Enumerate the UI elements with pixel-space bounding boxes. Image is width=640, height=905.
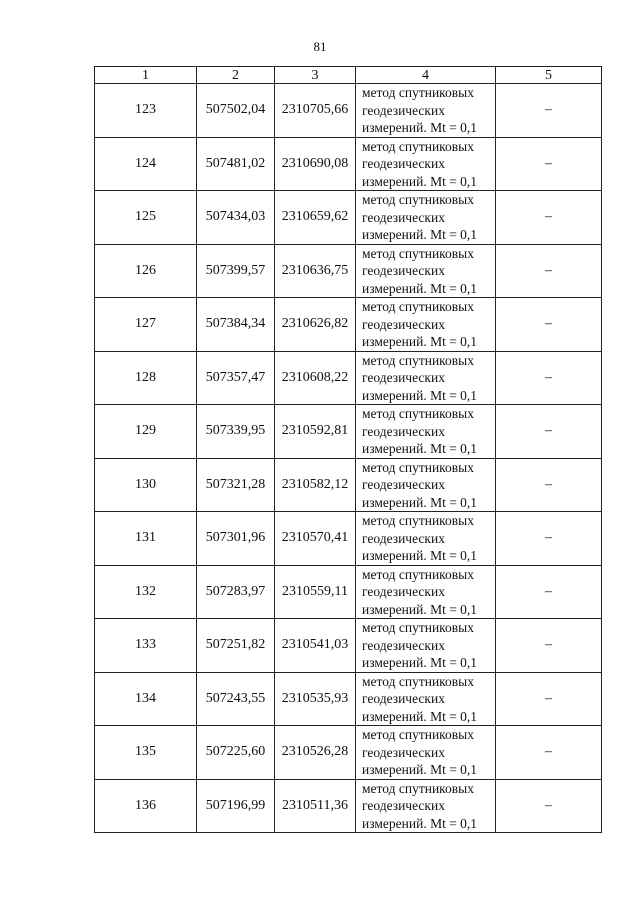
y-coordinate-cell: 2310526,28 [275, 726, 356, 780]
note-cell: – [496, 244, 602, 298]
method-text-line: метод спутниковых [362, 299, 474, 314]
x-coordinate-cell: 507481,02 [197, 137, 275, 191]
method-text-line: геодезических [362, 156, 445, 171]
method-text-line: измерений. Mt = 0,1 [362, 334, 478, 349]
method-cell [356, 137, 496, 191]
point-number-cell: 125 [95, 191, 197, 245]
y-coordinate-cell: 2310659,62 [275, 191, 356, 245]
x-coordinate-cell: 507251,82 [197, 619, 275, 673]
note-cell: – [496, 405, 602, 459]
y-coordinate-cell: 2310690,08 [275, 137, 356, 191]
header-row [95, 67, 602, 84]
table-row [95, 137, 602, 191]
x-coordinate-cell: 507434,03 [197, 191, 275, 245]
method-cell [356, 512, 496, 566]
point-number-cell: 131 [95, 512, 197, 566]
method-text-line: метод спутниковых [362, 620, 474, 635]
method-text-line: измерений. Mt = 0,1 [362, 173, 478, 189]
method-cell [356, 619, 496, 673]
method-text-line: геодезических [362, 637, 445, 653]
table-row [95, 565, 602, 619]
method-text-line: метод спутниковых [362, 138, 474, 154]
method-cell [356, 405, 496, 459]
y-coordinate-cell: 2310570,41 [275, 512, 356, 566]
method-text-line: измерений. Mt = 0,1 [362, 548, 478, 563]
table-row [95, 672, 602, 726]
point-number-cell: 129 [95, 405, 197, 459]
method-text-line: измерений. Mt = 0,1 [362, 762, 478, 777]
method-text-line: измерений. Mt = 0,1 [362, 494, 478, 510]
table-row [95, 726, 602, 780]
note-cell: – [496, 458, 602, 512]
y-coordinate-cell: 2310626,82 [275, 298, 356, 352]
note-cell: – [496, 512, 602, 566]
method-text-line: измерений. Mt = 0,1 [362, 655, 478, 670]
method-text-line: метод спутниковых [362, 85, 474, 100]
x-coordinate-cell: 507283,97 [197, 565, 275, 619]
table-row [95, 405, 602, 459]
table-row [95, 298, 602, 352]
x-coordinate-cell: 507196,99 [197, 779, 275, 833]
method-text-line: геодезических [362, 263, 445, 278]
point-number-cell: 128 [95, 351, 197, 405]
method-text-line: метод спутниковых [362, 673, 474, 689]
x-coordinate-cell: 507502,04 [197, 84, 275, 138]
method-cell [356, 191, 496, 245]
table-header [95, 67, 602, 84]
x-coordinate-cell: 507301,96 [197, 512, 275, 566]
method-cell [356, 779, 496, 833]
method-cell [356, 351, 496, 405]
method-text-line: метод спутниковых [362, 192, 474, 207]
point-number-cell: 134 [95, 672, 197, 726]
method-text-line: измерений. Mt = 0,1 [362, 120, 478, 135]
coordinates-table [94, 66, 602, 833]
method-text-line: геодезических [362, 584, 445, 599]
note-cell: – [496, 619, 602, 673]
point-number-cell: 133 [95, 619, 197, 673]
x-coordinate-cell: 507243,55 [197, 672, 275, 726]
method-text-line: метод спутниковых [362, 459, 474, 475]
table-row [95, 779, 602, 833]
table-row [95, 458, 602, 512]
y-coordinate-cell: 2310511,36 [275, 779, 356, 833]
method-text-line: геодезических [362, 370, 445, 385]
method-text-line: измерений. Mt = 0,1 [362, 601, 478, 617]
page-number: 81 [313, 39, 327, 54]
method-cell [356, 565, 496, 619]
table-row [95, 512, 602, 566]
x-coordinate-cell: 507357,47 [197, 351, 275, 405]
column-header-5: 5 [496, 67, 602, 84]
point-number-cell: 130 [95, 458, 197, 512]
method-text-line: измерений. Mt = 0,1 [362, 280, 478, 296]
note-cell: – [496, 672, 602, 726]
method-text-line: метод спутниковых [362, 513, 474, 528]
x-coordinate-cell: 507321,28 [197, 458, 275, 512]
method-text-line: геодезических [362, 530, 445, 546]
table-row [95, 84, 602, 138]
method-text-line: метод спутниковых [362, 352, 474, 368]
point-number-cell: 126 [95, 244, 197, 298]
method-text-line: геодезических [362, 423, 445, 439]
point-number-cell: 135 [95, 726, 197, 780]
method-text-line: измерений. Mt = 0,1 [362, 441, 478, 456]
x-coordinate-cell: 507225,60 [197, 726, 275, 780]
point-number-cell: 124 [95, 137, 197, 191]
table-row [95, 351, 602, 405]
note-cell: – [496, 351, 602, 405]
table-row [95, 244, 602, 298]
method-text-line: измерений. Mt = 0,1 [362, 227, 478, 242]
method-text-line: геодезических [362, 477, 445, 492]
x-coordinate-cell: 507339,95 [197, 405, 275, 459]
note-cell: – [496, 779, 602, 833]
note-cell: – [496, 137, 602, 191]
y-coordinate-cell: 2310636,75 [275, 244, 356, 298]
y-coordinate-cell: 2310541,03 [275, 619, 356, 673]
table-row [95, 619, 602, 673]
method-text-line: геодезических [362, 798, 445, 813]
x-coordinate-cell: 507399,57 [197, 244, 275, 298]
method-text-line: геодезических [362, 209, 445, 225]
method-text-line: геодезических [362, 691, 445, 706]
method-text-line: геодезических [362, 744, 445, 760]
note-cell: – [496, 298, 602, 352]
y-coordinate-cell: 2310705,66 [275, 84, 356, 138]
note-cell: – [496, 84, 602, 138]
method-cell [356, 726, 496, 780]
note-cell: – [496, 565, 602, 619]
method-text-line: измерений. Mt = 0,1 [362, 815, 478, 831]
method-cell [356, 298, 496, 352]
method-text-line: геодезических [362, 316, 445, 332]
column-header-1: 1 [95, 67, 197, 84]
method-text-line: геодезических [362, 102, 445, 118]
note-cell: – [496, 191, 602, 245]
table-body [95, 84, 602, 833]
method-text-line: метод спутниковых [362, 780, 474, 796]
method-text-line: метод спутниковых [362, 406, 474, 421]
method-cell [356, 458, 496, 512]
point-number-cell: 123 [95, 84, 197, 138]
column-header-4: 4 [356, 67, 496, 84]
y-coordinate-cell: 2310535,93 [275, 672, 356, 726]
y-coordinate-cell: 2310559,11 [275, 565, 356, 619]
y-coordinate-cell: 2310608,22 [275, 351, 356, 405]
column-header-3: 3 [275, 67, 356, 84]
method-cell [356, 672, 496, 726]
y-coordinate-cell: 2310592,81 [275, 405, 356, 459]
y-coordinate-cell: 2310582,12 [275, 458, 356, 512]
point-number-cell: 136 [95, 779, 197, 833]
note-cell: – [496, 726, 602, 780]
column-header-2: 2 [197, 67, 275, 84]
method-cell [356, 244, 496, 298]
method-text-line: метод спутниковых [362, 566, 474, 582]
method-text-line: измерений. Mt = 0,1 [362, 708, 478, 724]
method-cell [356, 84, 496, 138]
point-number-cell: 132 [95, 565, 197, 619]
x-coordinate-cell: 507384,34 [197, 298, 275, 352]
table-row [95, 191, 602, 245]
method-text-line: измерений. Mt = 0,1 [362, 387, 478, 403]
method-text-line: метод спутниковых [362, 727, 474, 742]
point-number-cell: 127 [95, 298, 197, 352]
method-text-line: метод спутниковых [362, 245, 474, 261]
